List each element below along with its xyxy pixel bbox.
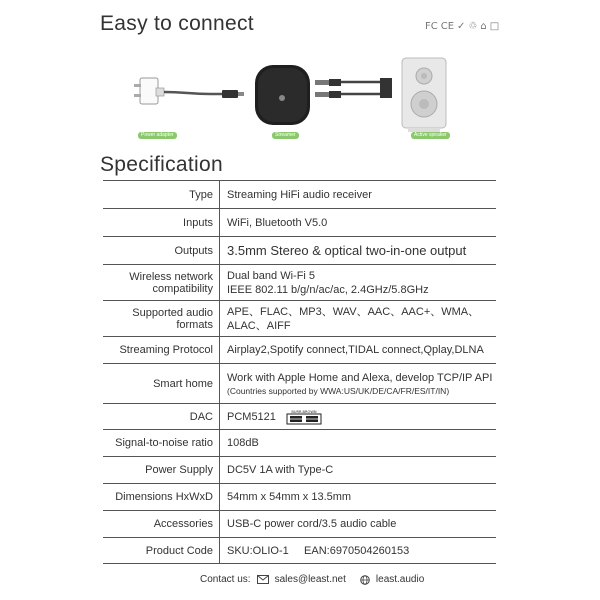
spec-key: Signal-to-noise ratio (103, 430, 220, 457)
spec-value: USB-C power cord/3.5 audio cable (227, 518, 397, 530)
rcm-mark: ✓ (457, 21, 466, 32)
email-icon (257, 575, 269, 584)
spec-key: DAC (103, 404, 220, 430)
table-row (103, 404, 496, 430)
spec-value: 54mm x 54mm x 13.5mm (227, 491, 352, 503)
spec-key: Inputs (103, 209, 220, 237)
spec-value: Dual band Wi-Fi 5 (227, 269, 316, 282)
burr-brown-logo-icon (285, 409, 323, 425)
spec-key: Dimensions HxWxD (103, 484, 220, 511)
spec-value: Streaming HiFi audio receiver (227, 188, 372, 201)
table-row (103, 181, 496, 209)
table-row (103, 301, 496, 337)
ce-mark: CE (440, 21, 455, 32)
spec-key: Outputs (103, 237, 220, 265)
spec-key: Type (103, 181, 220, 209)
contact-web[interactable]: least.audio (375, 574, 425, 585)
table-row (103, 209, 496, 237)
table-row (103, 511, 496, 538)
contact-label: Contact us: (200, 574, 251, 585)
page-title: Easy to connect (100, 12, 254, 35)
spec-key: Power Supply (103, 457, 220, 484)
spec-title: Specification (100, 153, 223, 176)
recycle-icon: ♲ (468, 21, 478, 32)
certification-marks (425, 21, 499, 32)
spec-table (103, 180, 496, 564)
spec-key: Smart home (103, 364, 220, 404)
diagram-label-power: Power adapter (138, 132, 177, 139)
spec-key: Streaming Protocol (103, 337, 220, 364)
home-icon: ⌂ (480, 21, 487, 32)
power-adapter-icon (134, 78, 164, 104)
fcc-mark: FC (425, 21, 438, 32)
spec-key: Accessories (103, 511, 220, 538)
burr-brown-text: BURR-BROWN (291, 409, 317, 414)
spec-value: APE、FLAC、MP3、WAV、AAC、AAC+、WMA、 (227, 305, 480, 318)
spec-key: Product Code (103, 538, 220, 564)
table-row (103, 237, 496, 265)
spec-value: ALAC、AIFF (227, 319, 291, 332)
contact-info (200, 574, 424, 585)
spec-value: (Countries supported by WWA:US/UK/DE/CA/FR/ES/IT/IN) (227, 385, 450, 396)
streamer-device-icon (255, 65, 310, 125)
table-row (103, 538, 496, 564)
table-row (103, 457, 496, 484)
audio-cable-icon (315, 78, 392, 98)
spec-value: Airplay2,Spotify connect,TIDAL connect,Qplay,DLNA (227, 344, 484, 356)
diagram-label-speaker: Active speaker (411, 132, 450, 139)
spec-value: PCM5121 (227, 410, 276, 423)
spec-value: WiFi, Bluetooth V5.0 (227, 216, 328, 229)
square-mark: □ (489, 21, 500, 32)
spec-value: 3.5mm Stereo & optical two-in-one output (227, 242, 467, 258)
spec-value: DC5V 1A with Type-C (227, 464, 334, 476)
table-row (103, 430, 496, 457)
spec-key: Wireless network compatibility (103, 265, 220, 301)
diagram-label-streamer: Streamer (272, 132, 299, 139)
table-row (103, 364, 496, 404)
spec-key: Supported audio formats (103, 301, 220, 337)
spec-value: SKU:OLIO-1 EAN:6970504260153 (227, 544, 410, 557)
spec-value: Work with Apple Home and Alexa, develop TCP/IP API (227, 371, 493, 384)
spec-value: 108dB (227, 437, 259, 449)
spec-value: IEEE 802.11 b/g/n/ac/ac, 2.4GHz/5.8GHz (227, 283, 429, 296)
table-row (103, 484, 496, 511)
table-row (103, 337, 496, 364)
table-row (103, 265, 496, 301)
globe-icon (360, 575, 370, 585)
speaker-icon (402, 58, 446, 132)
usb-c-cable (164, 92, 225, 94)
contact-email[interactable]: sales@least.net (274, 574, 346, 585)
